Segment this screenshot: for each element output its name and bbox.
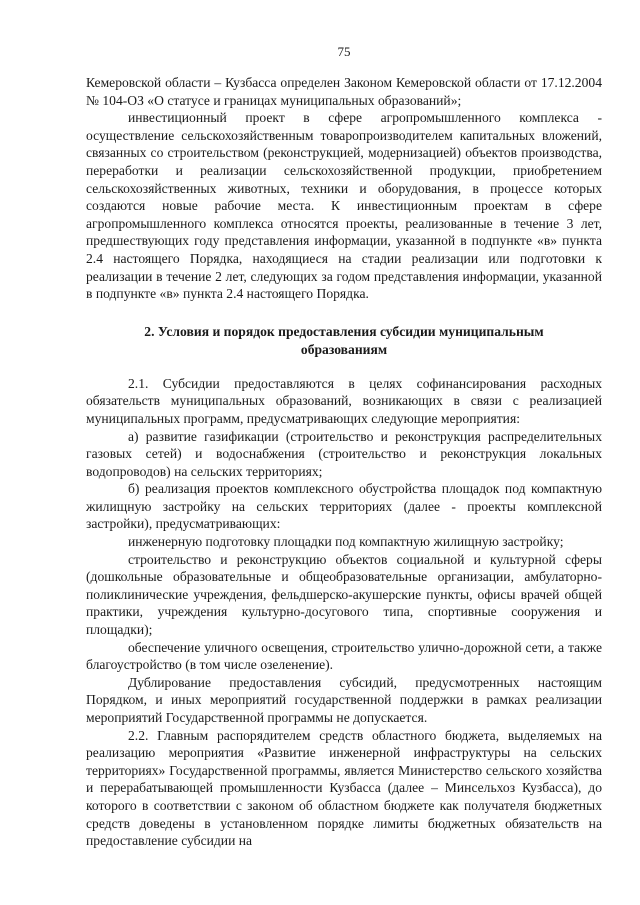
list-item: обеспечение уличного освещения, строительство улично-дорожной сети, а также благоустройство (в том числе озеленение). <box>86 639 602 673</box>
document-body <box>86 74 602 850</box>
section-heading: 2. Условия и порядок предоставления субсидии муниципальным образованиям <box>144 323 544 357</box>
paragraph: 2.2. Главным распорядителем средств областного бюджета, выделяемых на реализацию мероприятия «Развитие инженерной инфраструктуры на сельских территориях» Государственной программы, является Министерство сельского хозяйства и перерабатывающей промышленности Кузбасса (далее – Минсельхоз Кузбасса), до которого в соответствии с законом об областном бюджете как получателя бюджетных средств доведены в установленном порядке лимиты бюджетных обязательств на предоставление субсидии на <box>86 727 602 849</box>
list-item: б) реализация проектов комплексного обустройства площадок под компактную жилищную застройку на сельских территориях (далее - проекты комплексной застройки), предусматривающих: <box>86 481 602 532</box>
document-page <box>86 0 602 905</box>
list-item: строительство и реконструкцию объектов социальной и культурной сферы (дошкольные образовательные и общеобразовательные организации, амбулаторно-поликлинические учреждения, фельдшерско-акушерские пункты, офисы врачей общей практики, учреждения культурно-досугового типа, спортивные сооружения и площадки); <box>86 551 602 638</box>
list-item: инженерную подготовку площадки под компактную жилищную застройку; <box>128 534 564 550</box>
paragraph: 2.1. Субсидии предоставляются в целях софинансирования расходных обязательств муниципальных образований, возникающих в связи с реализацией муниципальных программ, предусматривающих следующие мероприятия: <box>86 375 602 426</box>
list-item: а) развитие газификации (строительство и реконструкция распределительных газовых сетей) и водоснабжения (строительство и реконструкция локальных водопроводов) на сельских территориях; <box>86 428 602 479</box>
page-number: 75 <box>337 44 351 59</box>
paragraph: Дублирование предоставления субсидий, предусмотренных настоящим Порядком, и иных мероприятий государственной поддержки в рамках реализации мероприятий Государственной программы не допускается. <box>86 674 602 725</box>
paragraph: инвестиционный проект в сфере агропромышленного комплекса - осуществление сельскохозяйственным товаропроизводителем капитальных вложений, связанных со строительством (реконструкцией, модернизацией) объектов производства, переработки и реализации сельскохозяйственной продукции, приобретением сельскохозяйственных животных, техники и оборудования, в процессе которых создаются новые рабочие места. К инвестиционным проектам в сфере агропромышленного комплекса относятся проекты, реализованные в течение 3 лет, предшествующих году представления информации, указанной в подпункте «в» пункта 2.4 настоящего Порядка, находящиеся на стадии реализации или подготовки к реализации в течение 2 лет, следующих за годом представления информации, указанной в подпункте «в» пункта 2.4 настоящего Порядка. <box>86 110 602 302</box>
paragraph: Кемеровской области – Кузбасса определен Законом Кемеровской области от 17.12.2004 № 104-ОЗ «О статусе и границах муниципальных образований»; <box>86 75 602 108</box>
